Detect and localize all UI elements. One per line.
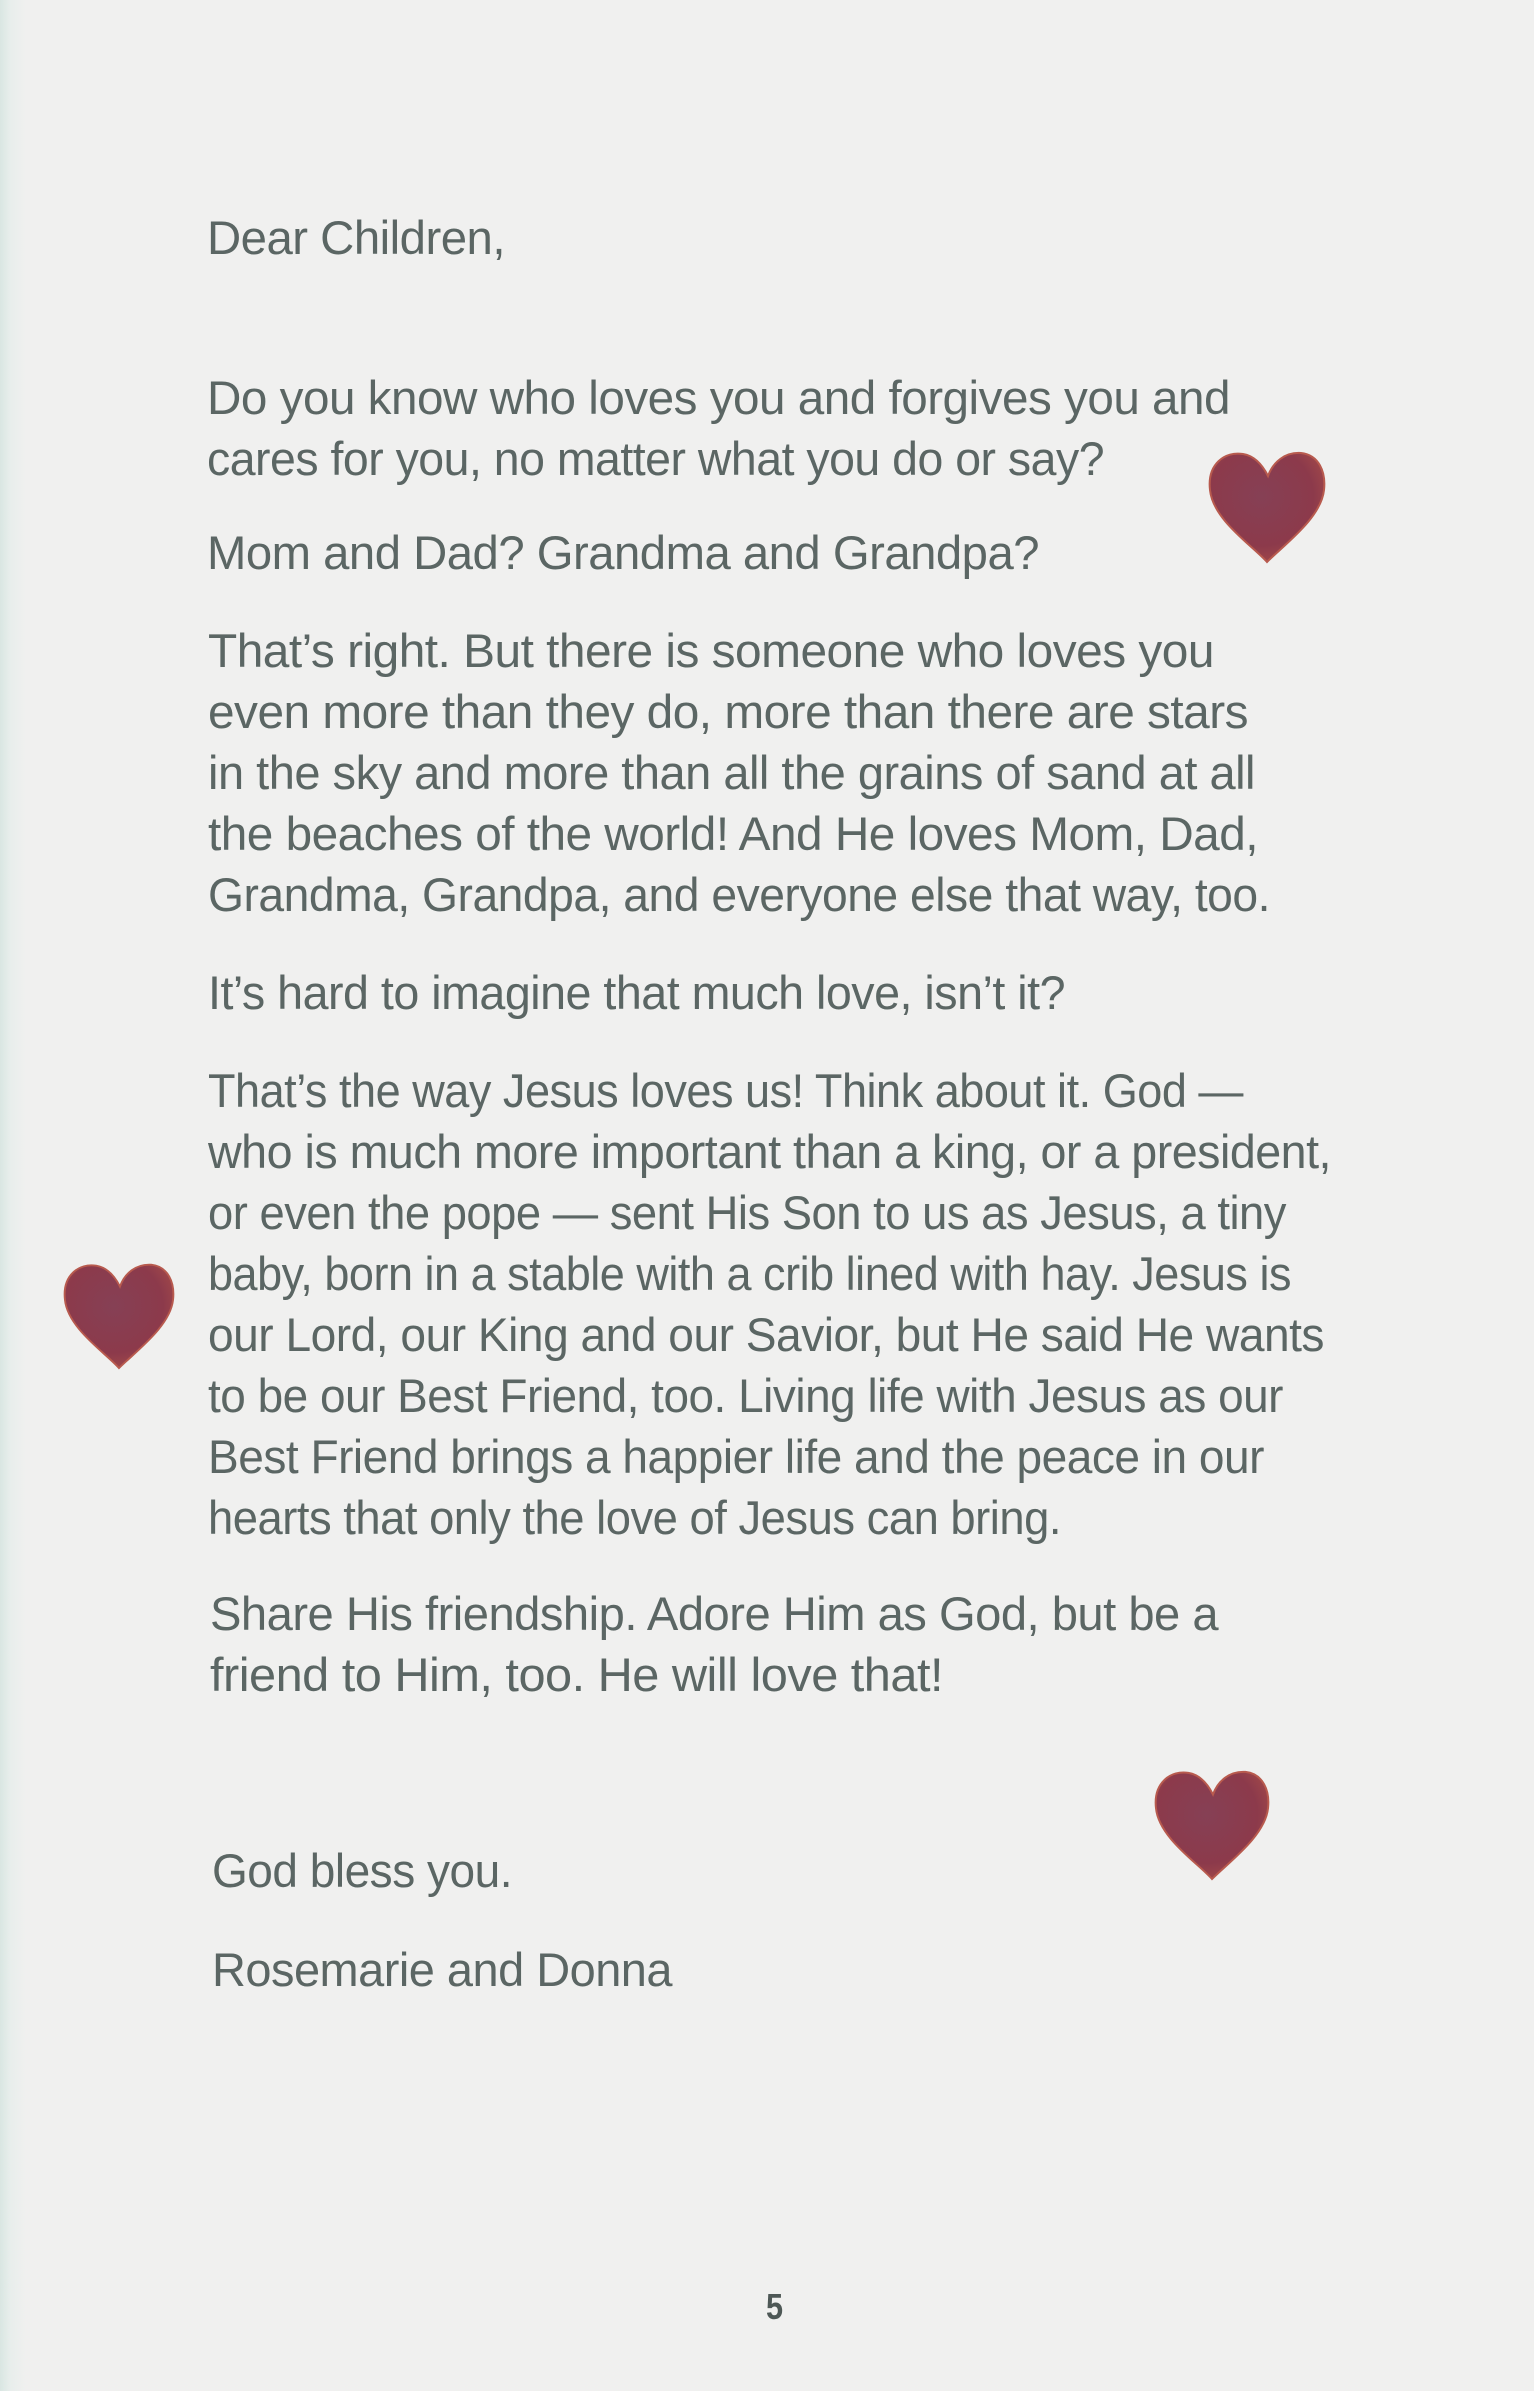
paragraph-3-line-2: even more than they do, more than there are stars (208, 685, 1249, 738)
paragraph-4-line-1: It’s hard to imagine that much love, isn’t it? (208, 966, 1066, 1019)
paragraph-5-line-4: baby, born in a stable with a crib lined with hay. Jesus is (208, 1247, 1291, 1300)
signature: Rosemarie and Donna (212, 1943, 672, 1996)
paragraph-5-line-8: hearts that only the love of Jesus can bring. (208, 1491, 1061, 1544)
heart-icon (1151, 1767, 1273, 1881)
page-number: 5 (766, 2286, 784, 2327)
paragraph-5-line-5: our Lord, our King and our Savior, but He said He wants (208, 1308, 1325, 1361)
paragraph-6-line-1: Share His friendship. Adore Him as God, but be a (210, 1587, 1219, 1640)
heart-icon (1205, 448, 1329, 564)
paragraph-1-line-2: cares for you, no matter what you do or say? (207, 432, 1105, 485)
paragraph-5-line-1: That’s the way Jesus loves us! Think about it. God — (208, 1064, 1244, 1117)
closing: God bless you. (212, 1844, 512, 1897)
paragraph-1-line-1: Do you know who loves you and forgives you and (207, 371, 1231, 424)
heart-icon (58, 1260, 180, 1370)
paragraph-6-line-2: friend to Him, too. He will love that! (210, 1648, 943, 1701)
salutation: Dear Children, (207, 211, 506, 264)
paragraph-3-line-3: in the sky and more than all the grains of sand at all (208, 746, 1256, 799)
paragraph-3-line-4: the beaches of the world! And He loves Mom, Dad, (208, 807, 1259, 860)
paragraph-2-line-1: Mom and Dad? Grandma and Grandpa? (207, 526, 1040, 579)
paragraph-3-line-1: That’s right. But there is someone who loves you (208, 624, 1214, 677)
paragraph-3-line-5: Grandma, Grandpa, and everyone else that way, too. (208, 868, 1271, 921)
paragraph-5-line-6: to be our Best Friend, too. Living life with Jesus as our (208, 1369, 1283, 1422)
paragraph-5-line-2: who is much more important than a king, or a president, (208, 1125, 1332, 1178)
paragraph-5-line-7: Best Friend brings a happier life and the peace in our (208, 1430, 1264, 1483)
paragraph-5-line-3: or even the pope — sent His Son to us as Jesus, a tiny (208, 1186, 1286, 1239)
